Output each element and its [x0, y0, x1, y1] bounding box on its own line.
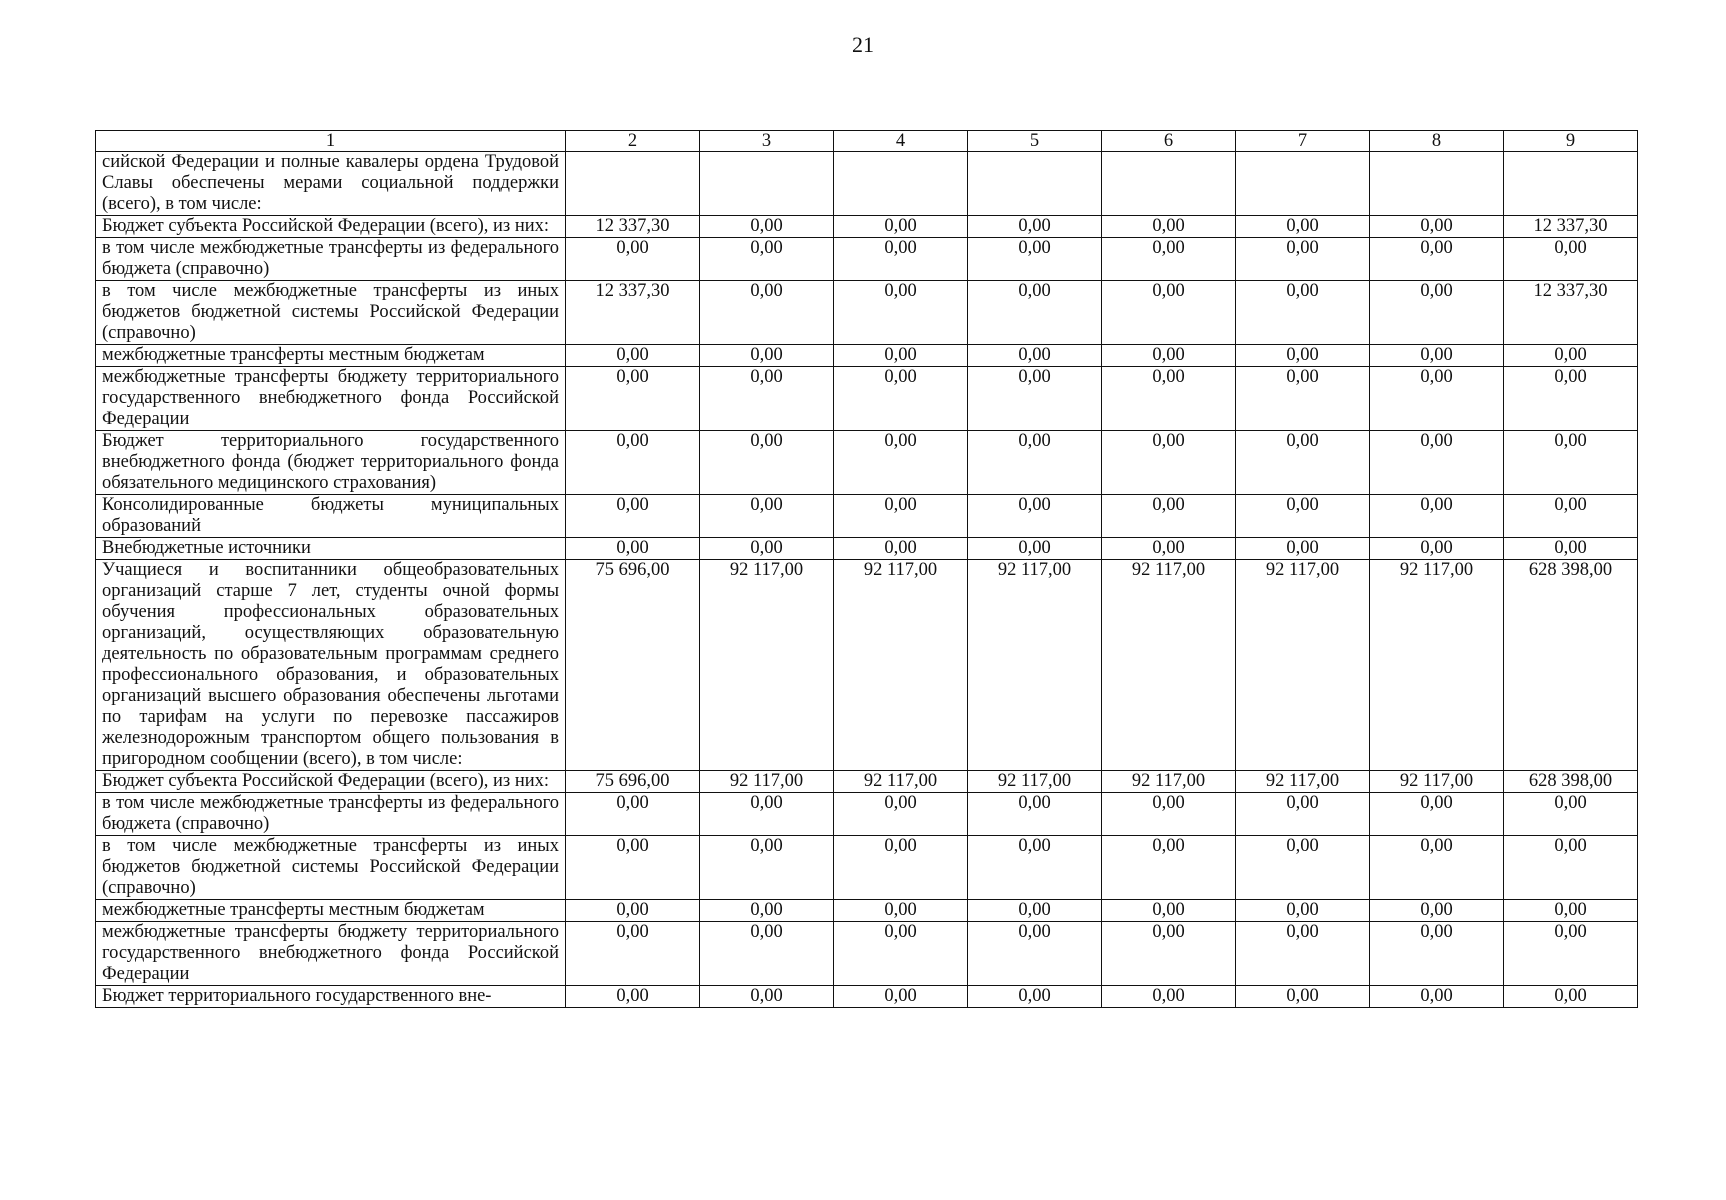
- value-cell: 0,00: [968, 216, 1102, 238]
- value-cell: 0,00: [1102, 216, 1236, 238]
- column-header: 1: [96, 131, 566, 152]
- value-cell: 0,00: [566, 793, 700, 836]
- value-cell: 0,00: [1370, 431, 1504, 495]
- value-cell: 0,00: [968, 922, 1102, 986]
- value-cell: 0,00: [1236, 431, 1370, 495]
- column-header: 9: [1504, 131, 1638, 152]
- value-cell: 0,00: [1102, 793, 1236, 836]
- column-header: 5: [968, 131, 1102, 152]
- value-cell: [834, 152, 968, 216]
- value-cell: 0,00: [834, 900, 968, 922]
- value-cell: 0,00: [700, 900, 834, 922]
- value-cell: 0,00: [1236, 793, 1370, 836]
- row-label: межбюджетные трансферты местным бюджетам: [96, 900, 566, 922]
- value-cell: 0,00: [1504, 238, 1638, 281]
- value-cell: [1236, 152, 1370, 216]
- row-label: в том числе межбюджетные трансферты из иных бюджетов бюджетной системы Российской Федерации (справочно): [96, 281, 566, 345]
- value-cell: 0,00: [968, 900, 1102, 922]
- value-cell: 0,00: [700, 216, 834, 238]
- row-label: в том числе межбюджетные трансферты из федерального бюджета (справочно): [96, 238, 566, 281]
- value-cell: 0,00: [1236, 900, 1370, 922]
- row-label: Бюджет субъекта Российской Федерации (всего), из них:: [96, 216, 566, 238]
- value-cell: 92 117,00: [1236, 771, 1370, 793]
- value-cell: 0,00: [968, 431, 1102, 495]
- value-cell: 0,00: [1102, 538, 1236, 560]
- value-cell: 0,00: [1102, 345, 1236, 367]
- value-cell: 0,00: [1370, 495, 1504, 538]
- value-cell: 0,00: [566, 431, 700, 495]
- value-cell: 92 117,00: [1102, 560, 1236, 771]
- value-cell: 0,00: [1236, 986, 1370, 1008]
- row-label: межбюджетные трансферты бюджету территориального государственного внебюджетного фонда Российской Федерации: [96, 367, 566, 431]
- value-cell: 0,00: [700, 281, 834, 345]
- value-cell: 0,00: [1102, 836, 1236, 900]
- table-row: [96, 922, 1638, 986]
- row-label: межбюджетные трансферты бюджету территориального государственного внебюджетного фонда Российской Федерации: [96, 922, 566, 986]
- header-row: [96, 131, 1638, 152]
- table-row: [96, 538, 1638, 560]
- value-cell: 0,00: [566, 495, 700, 538]
- value-cell: 0,00: [1370, 836, 1504, 900]
- value-cell: 0,00: [1102, 367, 1236, 431]
- value-cell: 0,00: [700, 538, 834, 560]
- value-cell: 0,00: [1102, 431, 1236, 495]
- value-cell: 0,00: [700, 238, 834, 281]
- value-cell: 12 337,30: [1504, 216, 1638, 238]
- value-cell: 12 337,30: [1504, 281, 1638, 345]
- column-header: 7: [1236, 131, 1370, 152]
- row-label: Внебюджетные источники: [96, 538, 566, 560]
- row-label: сийской Федерации и полные кавалеры ордена Трудовой Славы обеспечены мерами социальной поддержки (всего), в том числе:: [96, 152, 566, 216]
- table-row: [96, 367, 1638, 431]
- table-row: [96, 431, 1638, 495]
- value-cell: 0,00: [1236, 922, 1370, 986]
- row-label: Бюджет территориального государственного вне-: [96, 986, 566, 1008]
- value-cell: 0,00: [1236, 538, 1370, 560]
- value-cell: 0,00: [1236, 238, 1370, 281]
- value-cell: 0,00: [700, 345, 834, 367]
- row-label: Учащиеся и воспитанники общеобразовательных организаций старше 7 лет, студенты очной формы обучения профессиональных образовательных организаций, осуществляющих образовательную деятельность по образовательным программам среднего профессионального образования, и образовательных организаций высшего образования обеспечены льготами по тарифам на услуги по перевозке пассажиров железнодорожным транспортом общего пользования в пригородном сообщении (всего), в том числе:: [96, 560, 566, 771]
- value-cell: 0,00: [566, 836, 700, 900]
- value-cell: 0,00: [1370, 922, 1504, 986]
- value-cell: 0,00: [1370, 216, 1504, 238]
- value-cell: [968, 152, 1102, 216]
- value-cell: 0,00: [700, 986, 834, 1008]
- column-header: 2: [566, 131, 700, 152]
- value-cell: 0,00: [700, 922, 834, 986]
- value-cell: 0,00: [1236, 345, 1370, 367]
- value-cell: 0,00: [700, 836, 834, 900]
- value-cell: 0,00: [1504, 986, 1638, 1008]
- value-cell: 0,00: [1370, 367, 1504, 431]
- value-cell: 0,00: [1102, 495, 1236, 538]
- table-row: [96, 771, 1638, 793]
- value-cell: 0,00: [566, 922, 700, 986]
- value-cell: 92 117,00: [1102, 771, 1236, 793]
- value-cell: 0,00: [1370, 793, 1504, 836]
- table-row: [96, 836, 1638, 900]
- row-label: Бюджет субъекта Российской Федерации (всего), из них:: [96, 771, 566, 793]
- table-row: [96, 900, 1638, 922]
- value-cell: 0,00: [1236, 216, 1370, 238]
- value-cell: 0,00: [1504, 900, 1638, 922]
- value-cell: 0,00: [1370, 345, 1504, 367]
- column-header: 6: [1102, 131, 1236, 152]
- value-cell: 628 398,00: [1504, 560, 1638, 771]
- value-cell: 12 337,30: [566, 281, 700, 345]
- value-cell: 0,00: [834, 281, 968, 345]
- table-row: [96, 281, 1638, 345]
- column-header: 3: [700, 131, 834, 152]
- value-cell: 0,00: [566, 538, 700, 560]
- value-cell: 0,00: [566, 345, 700, 367]
- value-cell: 0,00: [700, 367, 834, 431]
- value-cell: 0,00: [1236, 836, 1370, 900]
- value-cell: 0,00: [1102, 922, 1236, 986]
- value-cell: [1504, 152, 1638, 216]
- value-cell: 0,00: [834, 836, 968, 900]
- value-cell: 0,00: [834, 431, 968, 495]
- value-cell: 0,00: [700, 495, 834, 538]
- value-cell: 0,00: [834, 793, 968, 836]
- value-cell: 0,00: [1370, 281, 1504, 345]
- value-cell: 92 117,00: [968, 771, 1102, 793]
- value-cell: 0,00: [1370, 986, 1504, 1008]
- value-cell: 0,00: [1504, 367, 1638, 431]
- table-body: [96, 152, 1638, 1008]
- value-cell: 0,00: [968, 345, 1102, 367]
- value-cell: 0,00: [566, 367, 700, 431]
- table-row: [96, 793, 1638, 836]
- value-cell: 92 117,00: [1236, 560, 1370, 771]
- value-cell: 0,00: [1102, 900, 1236, 922]
- value-cell: [1102, 152, 1236, 216]
- row-label: Консолидированные бюджеты муниципальных образований: [96, 495, 566, 538]
- value-cell: 0,00: [1370, 238, 1504, 281]
- value-cell: 0,00: [1504, 431, 1638, 495]
- table-header: [96, 131, 1638, 152]
- value-cell: 0,00: [566, 238, 700, 281]
- value-cell: 0,00: [700, 793, 834, 836]
- value-cell: 0,00: [968, 281, 1102, 345]
- row-label: в том числе межбюджетные трансферты из федерального бюджета (справочно): [96, 793, 566, 836]
- value-cell: 92 117,00: [968, 560, 1102, 771]
- value-cell: 0,00: [834, 495, 968, 538]
- value-cell: 92 117,00: [1370, 771, 1504, 793]
- value-cell: 0,00: [968, 836, 1102, 900]
- value-cell: 0,00: [1504, 495, 1638, 538]
- value-cell: 628 398,00: [1504, 771, 1638, 793]
- value-cell: 0,00: [1236, 495, 1370, 538]
- value-cell: 12 337,30: [566, 216, 700, 238]
- value-cell: 0,00: [1102, 238, 1236, 281]
- table-row: [96, 152, 1638, 216]
- table-row: [96, 238, 1638, 281]
- value-cell: 0,00: [968, 495, 1102, 538]
- column-header: 4: [834, 131, 968, 152]
- value-cell: 0,00: [968, 986, 1102, 1008]
- value-cell: 0,00: [834, 216, 968, 238]
- row-label: в том числе межбюджетные трансферты из иных бюджетов бюджетной системы Российской Федерации (справочно): [96, 836, 566, 900]
- page-number: 21: [852, 32, 874, 57]
- value-cell: 92 117,00: [834, 771, 968, 793]
- value-cell: 0,00: [1370, 900, 1504, 922]
- value-cell: [566, 152, 700, 216]
- value-cell: 92 117,00: [700, 560, 834, 771]
- row-label: Бюджет территориального государственного внебюджетного фонда (бюджет территориального фонда обязательного медицинского страхования): [96, 431, 566, 495]
- value-cell: 0,00: [834, 238, 968, 281]
- value-cell: 0,00: [566, 986, 700, 1008]
- value-cell: 0,00: [834, 986, 968, 1008]
- value-cell: 92 117,00: [1370, 560, 1504, 771]
- value-cell: 0,00: [700, 431, 834, 495]
- value-cell: 0,00: [1102, 281, 1236, 345]
- value-cell: 0,00: [1504, 793, 1638, 836]
- table-row: [96, 986, 1638, 1008]
- budget-table: [95, 130, 1638, 1008]
- value-cell: [1370, 152, 1504, 216]
- value-cell: [700, 152, 834, 216]
- value-cell: 0,00: [1504, 345, 1638, 367]
- value-cell: 0,00: [1236, 281, 1370, 345]
- value-cell: 0,00: [834, 367, 968, 431]
- value-cell: 0,00: [566, 900, 700, 922]
- row-label: межбюджетные трансферты местным бюджетам: [96, 345, 566, 367]
- value-cell: 0,00: [1504, 836, 1638, 900]
- value-cell: 0,00: [968, 793, 1102, 836]
- value-cell: 0,00: [834, 922, 968, 986]
- table-row: [96, 560, 1638, 771]
- value-cell: 92 117,00: [834, 560, 968, 771]
- value-cell: 75 696,00: [566, 560, 700, 771]
- value-cell: 0,00: [968, 538, 1102, 560]
- table-row: [96, 216, 1638, 238]
- column-header: 8: [1370, 131, 1504, 152]
- value-cell: 0,00: [1236, 367, 1370, 431]
- value-cell: 0,00: [1102, 986, 1236, 1008]
- value-cell: 0,00: [1370, 538, 1504, 560]
- value-cell: 0,00: [834, 345, 968, 367]
- table-row: [96, 495, 1638, 538]
- table-row: [96, 345, 1638, 367]
- value-cell: 92 117,00: [700, 771, 834, 793]
- value-cell: 0,00: [834, 538, 968, 560]
- value-cell: 0,00: [968, 367, 1102, 431]
- value-cell: 0,00: [1504, 922, 1638, 986]
- value-cell: 0,00: [1504, 538, 1638, 560]
- value-cell: 0,00: [968, 238, 1102, 281]
- value-cell: 75 696,00: [566, 771, 700, 793]
